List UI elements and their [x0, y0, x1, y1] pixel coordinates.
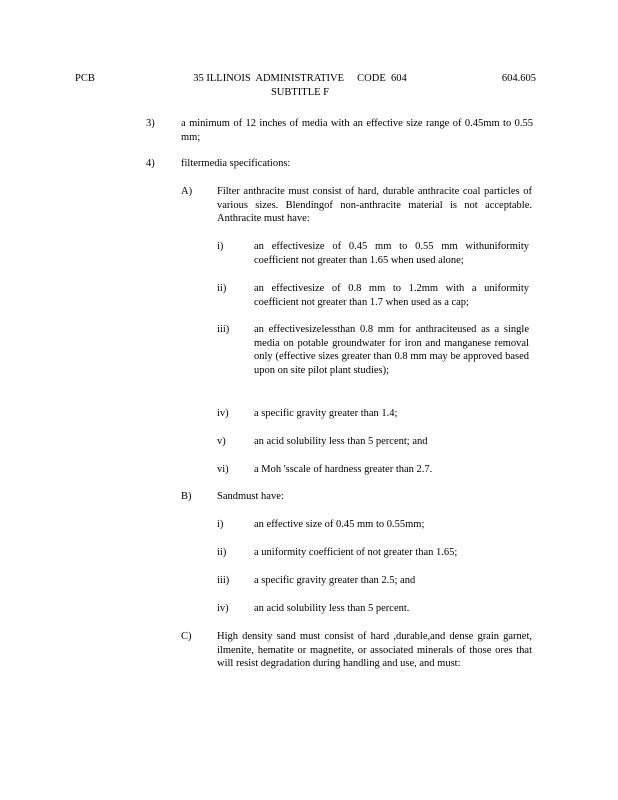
item-label: 3) [146, 118, 155, 129]
item-text: a specific gravity greater than 2.5; and [254, 575, 416, 586]
item-label: i) [217, 241, 224, 252]
item-label: 4) [146, 158, 155, 169]
item-text: an effectivesize of 0.8 mm to 1.2mm with a uniformity coefficient not greater than 1.7 when used as a cap; [254, 283, 529, 308]
header-section-number: 604.605 [501, 73, 536, 84]
item-text: a minimum of 12 inches of media with an effective size range of 0.45mm to 0.55 mm; [181, 118, 533, 143]
item-text: Sandmust have: [217, 491, 284, 502]
item-label: iii) [217, 324, 230, 335]
item-label: iii) [217, 575, 230, 586]
item-text: Filter anthracite must consist of hard, durable anthracite coal particles of various sizes. Blendingof non-anthracite material is not acceptable. Anthracite must have: [217, 186, 532, 224]
item-text: an effective size of 0.45 mm to 0.55mm; [254, 519, 425, 530]
header-left-code: PCB [75, 73, 95, 84]
item-label: iv) [217, 408, 229, 419]
item-label: i) [217, 519, 224, 530]
item-text: an effectivesizelessthan 0.8 mm for anthraciteused as a single media on potable groundwater for iron and manganese removal only (effective sizes greater than 0.8 mm may be approved based upon on site pilot plant studies); [254, 324, 529, 376]
item-text: an effectivesize of 0.45 mm to 0.55 mm withuniformity coefficient not greater than 1.65 when used alone; [254, 241, 529, 266]
item-text: High density sand must consist of hard ,durable,and dense grain garnet, ilmenite, hematite or magnetite, or associated minerals of those ores that will resist degradation during handling and use, and must: [217, 631, 532, 669]
item-text: a Moh 'sscale of hardness greater than 2.7. [254, 464, 433, 475]
item-label: B) [181, 491, 192, 502]
item-label: iv) [217, 603, 229, 614]
item-text: an acid solubility less than 5 percent; and [254, 436, 428, 447]
item-text: a specific gravity greater than 1.4; [254, 408, 398, 419]
item-text: a uniformity coefficient of not greater than 1.65; [254, 547, 458, 558]
header-title-line1: 35 ILLINOIS ADMINISTRATIVE CODE 604 [193, 73, 407, 84]
item-label: vi) [217, 464, 229, 475]
item-label: ii) [217, 547, 227, 558]
item-text: filtermedia specifications: [181, 158, 291, 169]
item-text: an acid solubility less than 5 percent. [254, 603, 410, 614]
item-label: v) [217, 436, 226, 447]
header-title [170, 72, 430, 99]
header-title-line2: SUBTITLE F [270, 86, 330, 98]
item-label: C) [181, 631, 192, 642]
item-label: ii) [217, 283, 227, 294]
item-label: A) [181, 186, 193, 197]
